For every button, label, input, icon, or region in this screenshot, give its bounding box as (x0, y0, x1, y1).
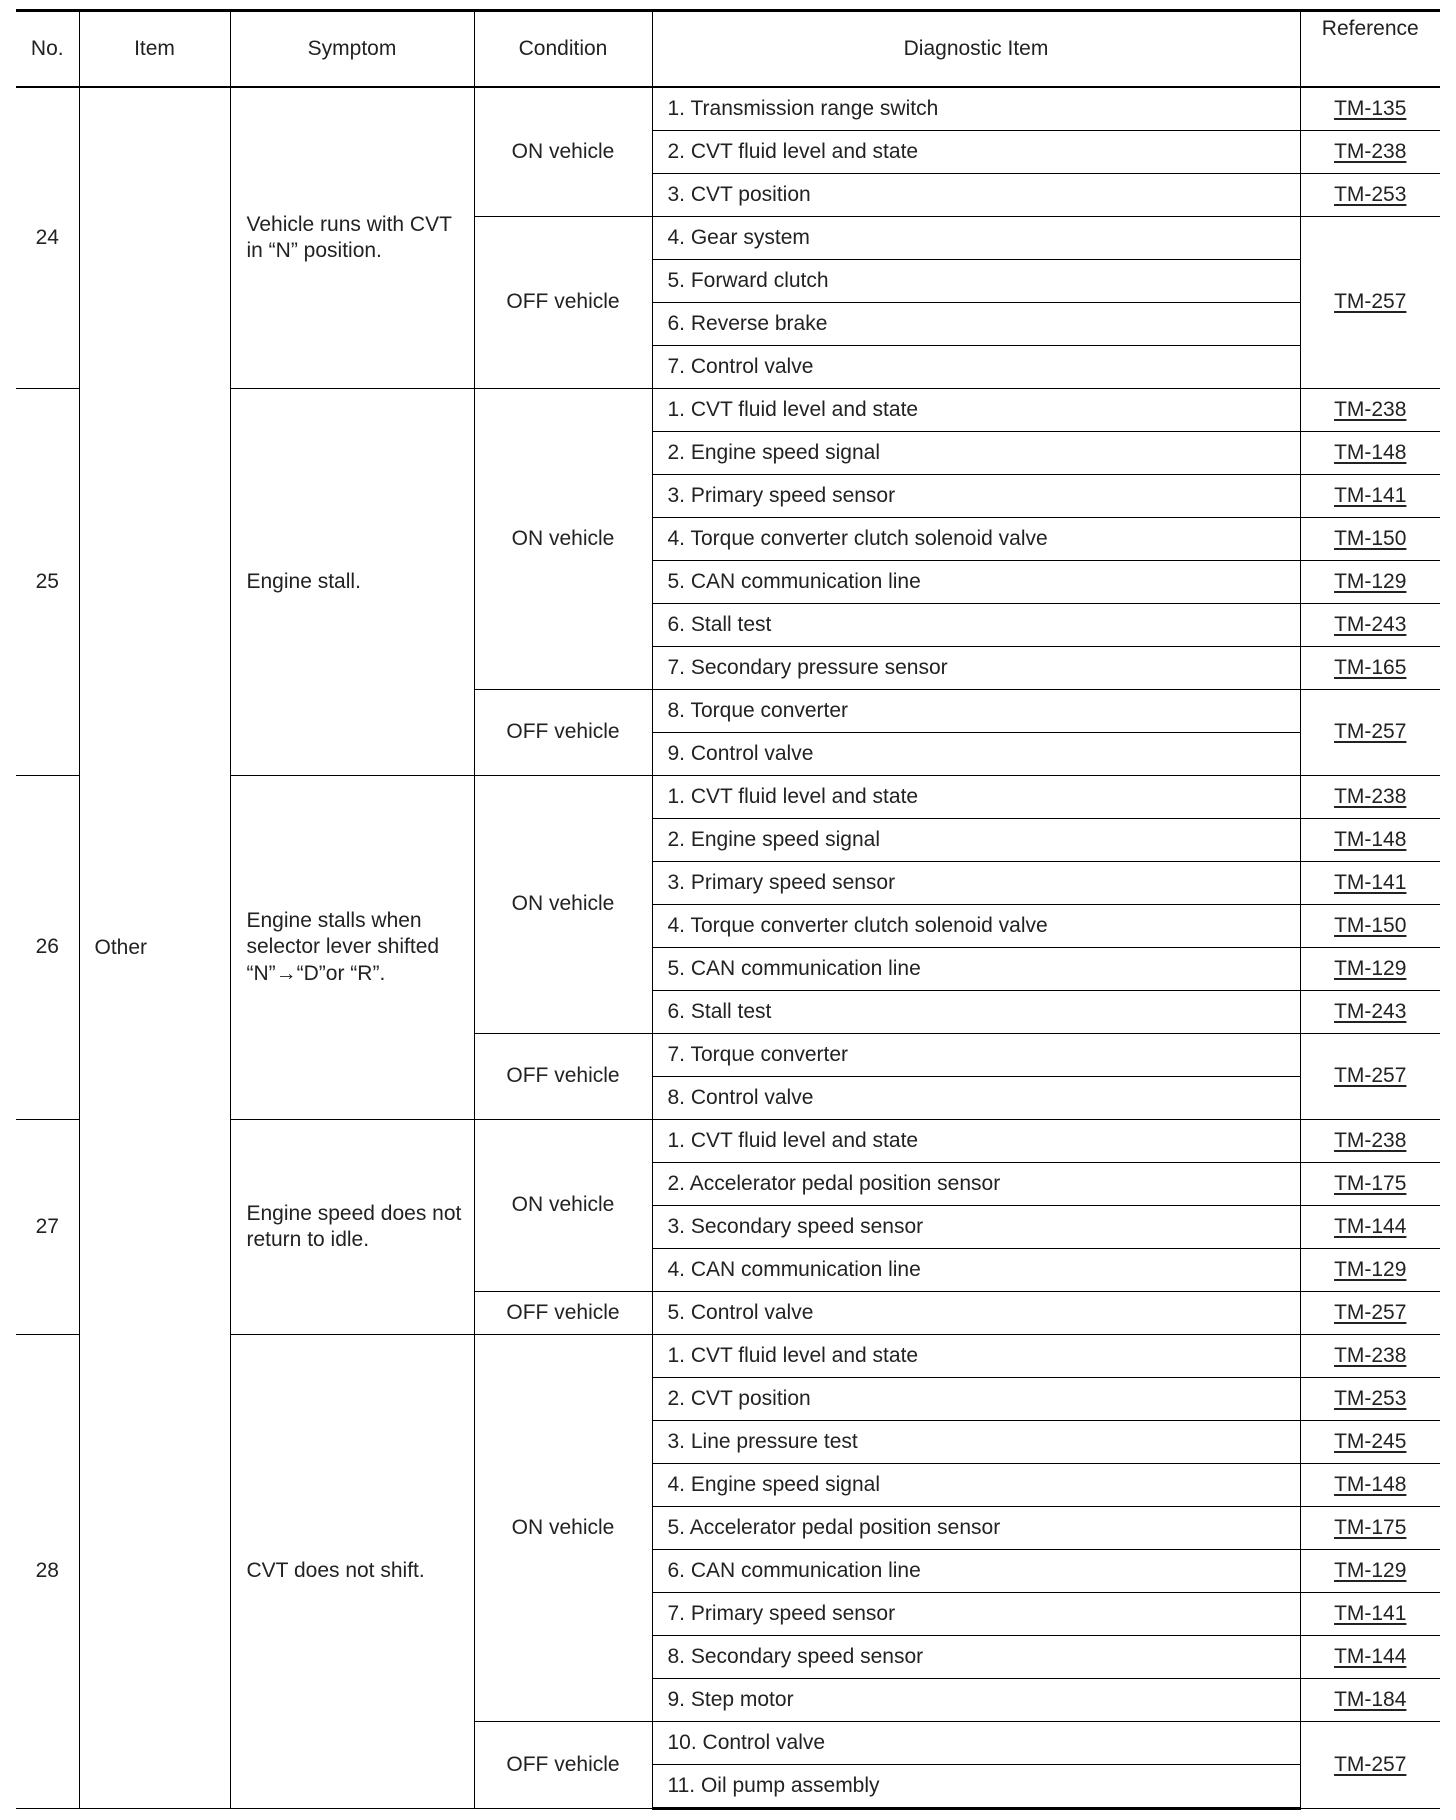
row-number: 24 (16, 87, 79, 389)
diagnostic-item: 1. CVT fluid level and state (652, 776, 1300, 819)
reference-link[interactable]: TM-165 (1334, 655, 1407, 679)
diagnostic-item: 8. Secondary speed sensor (652, 1636, 1300, 1679)
reference-cell (1300, 475, 1440, 518)
diagnostic-item: 9. Control valve (652, 733, 1300, 776)
symptom-cell: Engine stalls when selector lever shifted “N”→“D”or “R”. (230, 776, 474, 1120)
reference-cell (1300, 1593, 1440, 1636)
diagnosis-table (16, 9, 1440, 1810)
symptom-cell: Vehicle runs with CVT in “N” position. (230, 87, 474, 389)
diagnostic-item: 1. CVT fluid level and state (652, 389, 1300, 432)
row-number: 25 (16, 389, 79, 776)
diagnostic-item: 4. Torque converter clutch solenoid valve (652, 905, 1300, 948)
reference-link[interactable]: TM-148 (1334, 1472, 1407, 1496)
diagnostic-item: 6. CAN communication line (652, 1550, 1300, 1593)
diagnostic-item: 1. Transmission range switch (652, 87, 1300, 131)
reference-link[interactable]: TM-144 (1334, 1214, 1407, 1238)
diagnostic-item: 5. Accelerator pedal position sensor (652, 1507, 1300, 1550)
reference-link[interactable]: TM-148 (1334, 440, 1407, 464)
header-diagnostic-item: Diagnostic Item (652, 11, 1300, 88)
diagnostic-item: 2. CVT fluid level and state (652, 131, 1300, 174)
reference-cell (1300, 518, 1440, 561)
table-row (16, 776, 1440, 819)
reference-cell (1300, 604, 1440, 647)
condition-off-vehicle: OFF vehicle (474, 217, 652, 389)
symptom-cell: CVT does not shift. (230, 1335, 474, 1809)
diagnostic-item: 8. Torque converter (652, 690, 1300, 733)
reference-cell (1300, 1034, 1440, 1120)
reference-link[interactable]: TM-238 (1334, 1128, 1407, 1152)
reference-cell (1300, 1120, 1440, 1163)
table-row (16, 1120, 1440, 1163)
item-category: Other (79, 87, 230, 1809)
reference-link[interactable]: TM-238 (1334, 1343, 1407, 1367)
condition-on-vehicle: ON vehicle (474, 1335, 652, 1722)
reference-link[interactable]: TM-253 (1334, 182, 1407, 206)
diagnostic-item: 4. Gear system (652, 217, 1300, 260)
reference-link[interactable]: TM-245 (1334, 1429, 1407, 1453)
diagnostic-item: 11. Oil pump assembly (652, 1765, 1300, 1809)
reference-cell (1300, 1249, 1440, 1292)
diagnostic-item: 6. Stall test (652, 991, 1300, 1034)
diagnostic-item: 5. CAN communication line (652, 948, 1300, 991)
header-row (16, 11, 1440, 88)
table-row (16, 87, 1440, 131)
reference-link[interactable]: TM-257 (1334, 720, 1407, 744)
reference-cell (1300, 389, 1440, 432)
reference-link[interactable]: TM-129 (1334, 1558, 1407, 1582)
diagnostic-item: 3. Line pressure test (652, 1421, 1300, 1464)
reference-link[interactable]: TM-238 (1334, 784, 1407, 808)
diagnostic-item: 6. Stall test (652, 604, 1300, 647)
reference-cell (1300, 991, 1440, 1034)
diagnostic-item: 7. Primary speed sensor (652, 1593, 1300, 1636)
reference-cell (1300, 561, 1440, 604)
reference-cell (1300, 1163, 1440, 1206)
diagnostic-item: 4. CAN communication line (652, 1249, 1300, 1292)
condition-off-vehicle: OFF vehicle (474, 1292, 652, 1335)
diagnostic-item: 4. Engine speed signal (652, 1464, 1300, 1507)
row-number: 26 (16, 776, 79, 1120)
reference-cell (1300, 1378, 1440, 1421)
reference-link[interactable]: TM-238 (1334, 397, 1407, 421)
diagnostic-item: 10. Control valve (652, 1722, 1300, 1765)
condition-off-vehicle: OFF vehicle (474, 690, 652, 776)
reference-cell (1300, 1507, 1440, 1550)
diagnostic-item: 5. Forward clutch (652, 260, 1300, 303)
condition-off-vehicle: OFF vehicle (474, 1034, 652, 1120)
diagnostic-item: 2. Engine speed signal (652, 432, 1300, 475)
reference-cell (1300, 174, 1440, 217)
reference-link[interactable]: TM-150 (1334, 913, 1407, 937)
reference-link[interactable]: TM-144 (1334, 1644, 1407, 1668)
condition-on-vehicle: ON vehicle (474, 87, 652, 217)
diagnostic-item: 2. Accelerator pedal position sensor (652, 1163, 1300, 1206)
reference-link[interactable]: TM-243 (1334, 612, 1407, 636)
diagnostic-item: 3. CVT position (652, 174, 1300, 217)
condition-off-vehicle: OFF vehicle (474, 1722, 652, 1809)
reference-link[interactable]: TM-175 (1334, 1515, 1407, 1539)
diagnostic-item: 1. CVT fluid level and state (652, 1335, 1300, 1378)
reference-cell (1300, 690, 1440, 776)
reference-cell (1300, 1722, 1440, 1809)
reference-cell (1300, 1550, 1440, 1593)
reference-cell (1300, 131, 1440, 174)
header-reference: Reference (1300, 11, 1440, 88)
diagnostic-item: 6. Reverse brake (652, 303, 1300, 346)
condition-on-vehicle: ON vehicle (474, 776, 652, 1034)
row-number: 28 (16, 1335, 79, 1809)
header-condition: Condition (474, 11, 652, 88)
reference-link[interactable]: TM-141 (1334, 483, 1407, 507)
reference-link[interactable]: TM-253 (1334, 1386, 1407, 1410)
row-number: 27 (16, 1120, 79, 1335)
condition-on-vehicle: ON vehicle (474, 1120, 652, 1292)
diagnostic-item: 5. CAN communication line (652, 561, 1300, 604)
reference-cell (1300, 432, 1440, 475)
reference-link[interactable]: TM-148 (1334, 827, 1407, 851)
diagnostic-item: 8. Control valve (652, 1077, 1300, 1120)
diagnostic-item: 3. Primary speed sensor (652, 862, 1300, 905)
reference-link[interactable]: TM-175 (1334, 1171, 1407, 1195)
reference-cell (1300, 1464, 1440, 1507)
diagnostic-item: 7. Secondary pressure sensor (652, 647, 1300, 690)
reference-cell (1300, 87, 1440, 131)
reference-cell (1300, 217, 1440, 389)
diagnostic-item: 4. Torque converter clutch solenoid valve (652, 518, 1300, 561)
header-symptom: Symptom (230, 11, 474, 88)
header-no: No. (16, 11, 79, 88)
reference-link[interactable]: TM-257 (1334, 1752, 1407, 1776)
reference-cell (1300, 1292, 1440, 1335)
header-item: Item (79, 11, 230, 88)
reference-link[interactable]: TM-150 (1334, 526, 1407, 550)
reference-cell (1300, 1335, 1440, 1378)
condition-on-vehicle: ON vehicle (474, 389, 652, 690)
reference-cell (1300, 1421, 1440, 1464)
reference-link[interactable]: TM-129 (1334, 1257, 1407, 1281)
reference-link[interactable]: TM-184 (1334, 1687, 1407, 1711)
symptom-cell: Engine stall. (230, 389, 474, 776)
diagnostic-item: 5. Control valve (652, 1292, 1300, 1335)
reference-cell (1300, 1679, 1440, 1722)
diagnostic-item: 2. Engine speed signal (652, 819, 1300, 862)
reference-link[interactable]: TM-257 (1334, 290, 1407, 314)
diagnostic-item: 2. CVT position (652, 1378, 1300, 1421)
diagnostic-item: 3. Secondary speed sensor (652, 1206, 1300, 1249)
diagnostic-item: 7. Torque converter (652, 1034, 1300, 1077)
reference-link[interactable]: TM-257 (1334, 1064, 1407, 1088)
diagnostic-item: 3. Primary speed sensor (652, 475, 1300, 518)
reference-cell (1300, 1636, 1440, 1679)
table-row (16, 1335, 1440, 1378)
reference-link[interactable]: TM-129 (1334, 956, 1407, 980)
reference-link[interactable]: TM-257 (1334, 1300, 1407, 1324)
reference-cell (1300, 905, 1440, 948)
reference-link[interactable]: TM-243 (1334, 999, 1407, 1023)
reference-cell (1300, 1206, 1440, 1249)
reference-link[interactable]: TM-238 (1334, 139, 1407, 163)
reference-link[interactable]: TM-141 (1334, 1601, 1407, 1625)
table-row (16, 389, 1440, 432)
reference-link[interactable]: TM-129 (1334, 569, 1407, 593)
diagnostic-item: 9. Step motor (652, 1679, 1300, 1722)
diagnostic-item: 7. Control valve (652, 346, 1300, 389)
symptom-cell: Engine speed does not return to idle. (230, 1120, 474, 1335)
reference-cell (1300, 647, 1440, 690)
reference-cell (1300, 776, 1440, 819)
reference-cell (1300, 862, 1440, 905)
diagnostic-item: 1. CVT fluid level and state (652, 1120, 1300, 1163)
reference-link[interactable]: TM-141 (1334, 870, 1407, 894)
reference-cell (1300, 819, 1440, 862)
reference-link[interactable]: TM-135 (1334, 96, 1407, 120)
reference-cell (1300, 948, 1440, 991)
